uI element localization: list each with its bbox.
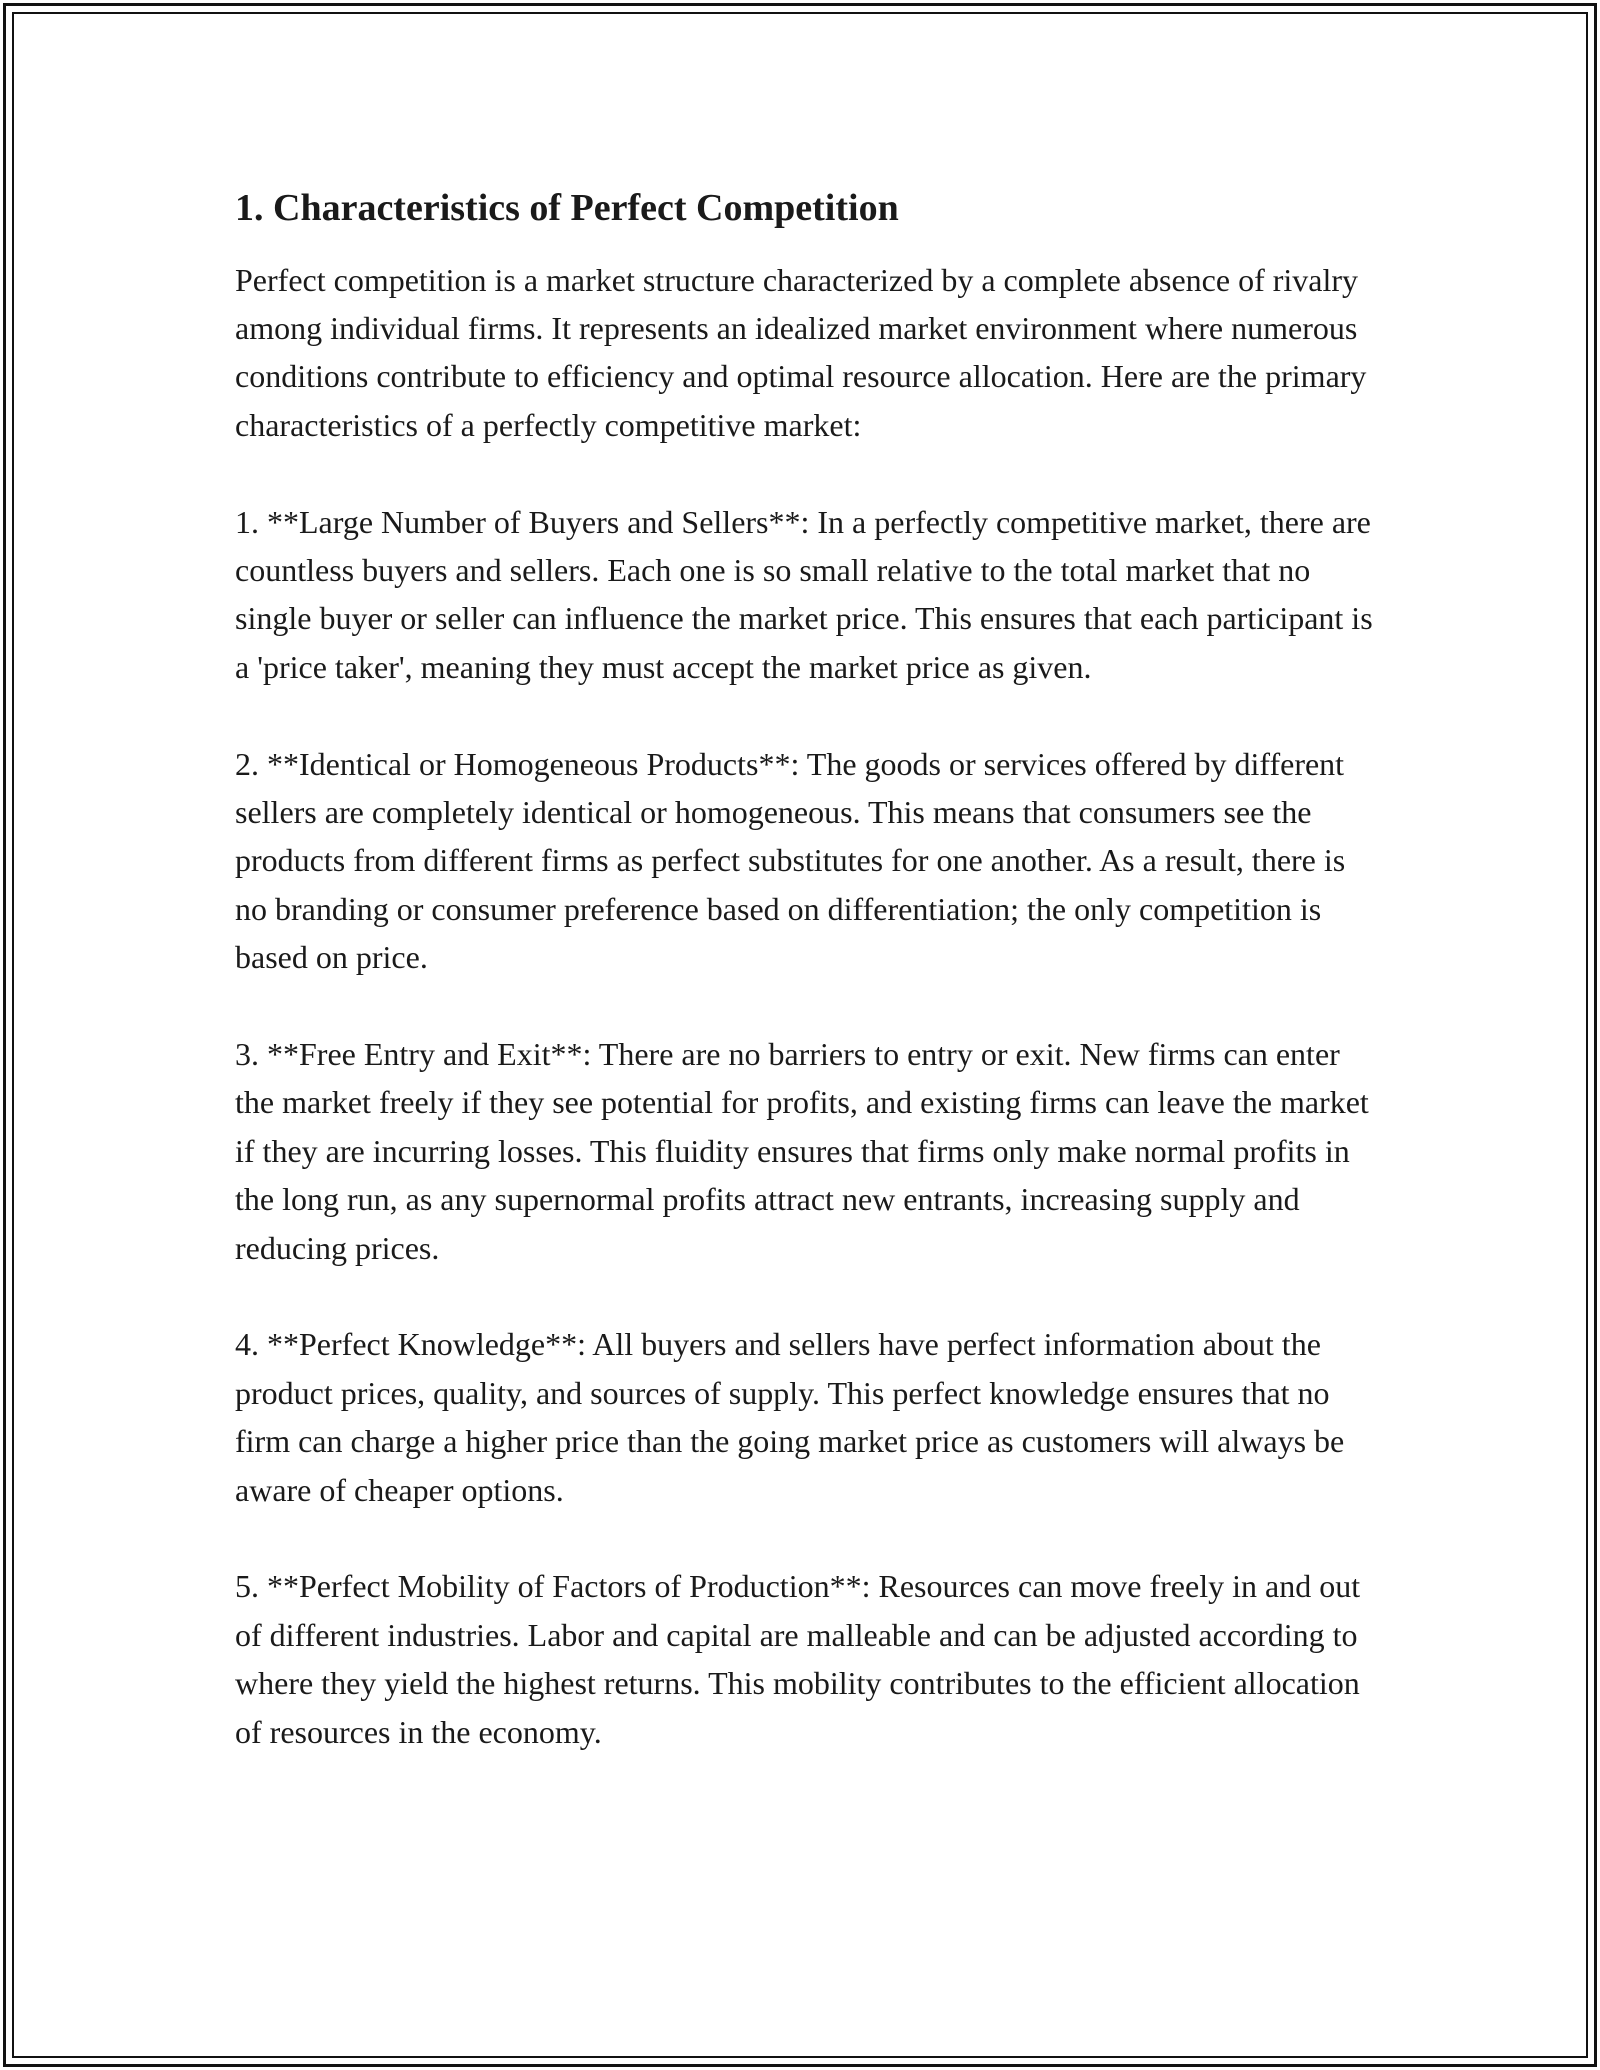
list-item: 5. **Perfect Mobility of Factors of Production**: Resources can move freely in and out of different industries. Labor and capital are malleable and can be adjusted according to where they yield the highest returns. This mobility contributes to the efficient allocation of resources in the economy. xyxy=(235,1568,1361,1750)
intro-paragraph: Perfect competition is a market structure characterized by a complete absence of rivalry among individual firms. It represents an idealized market environment where numerous conditions contribute to efficiency and optimal resource allocation. Here are the primary characteristics of a perfectly competitive market: xyxy=(235,261,1367,443)
document-body xyxy=(235,186,1375,1805)
list-item: 3. **Free Entry and Exit**: There are no barriers to entry or exit. New firms can enter the market freely if they see potential for profits, and existing firms can leave the market if they are incurring losses. This fluidity ensures that firms only make normal profits in the long run, as any supernormal profits attract new entrants, increasing supply and reducing prices. xyxy=(235,1036,1369,1266)
list-item: 1. **Large Number of Buyers and Sellers**: In a perfectly competitive market, there are countless buyers and sellers. Each one is so small relative to the total market that no single buyer or seller can influence the market price. This ensures that each participant is a 'price taker', meaning they must accept the market price as given. xyxy=(235,503,1373,685)
list-item: 4. **Perfect Knowledge**: All buyers and sellers have perfect information about the product prices, quality, and sources of supply. This perfect knowledge ensures that no firm can charge a higher price than the going market price as customers will always be aware of cheaper options. xyxy=(235,1326,1345,1508)
list-item: 2. **Identical or Homogeneous Products**: The goods or services offered by different sellers are completely identical or homogeneous. This means that consumers see the products from different firms as perfect substitutes for one another. As a result, there is no branding or consumer preference based on differentiation; the only competition is based on price. xyxy=(235,745,1346,976)
section-title: 1. Characteristics of Perfect Competition xyxy=(235,187,899,229)
